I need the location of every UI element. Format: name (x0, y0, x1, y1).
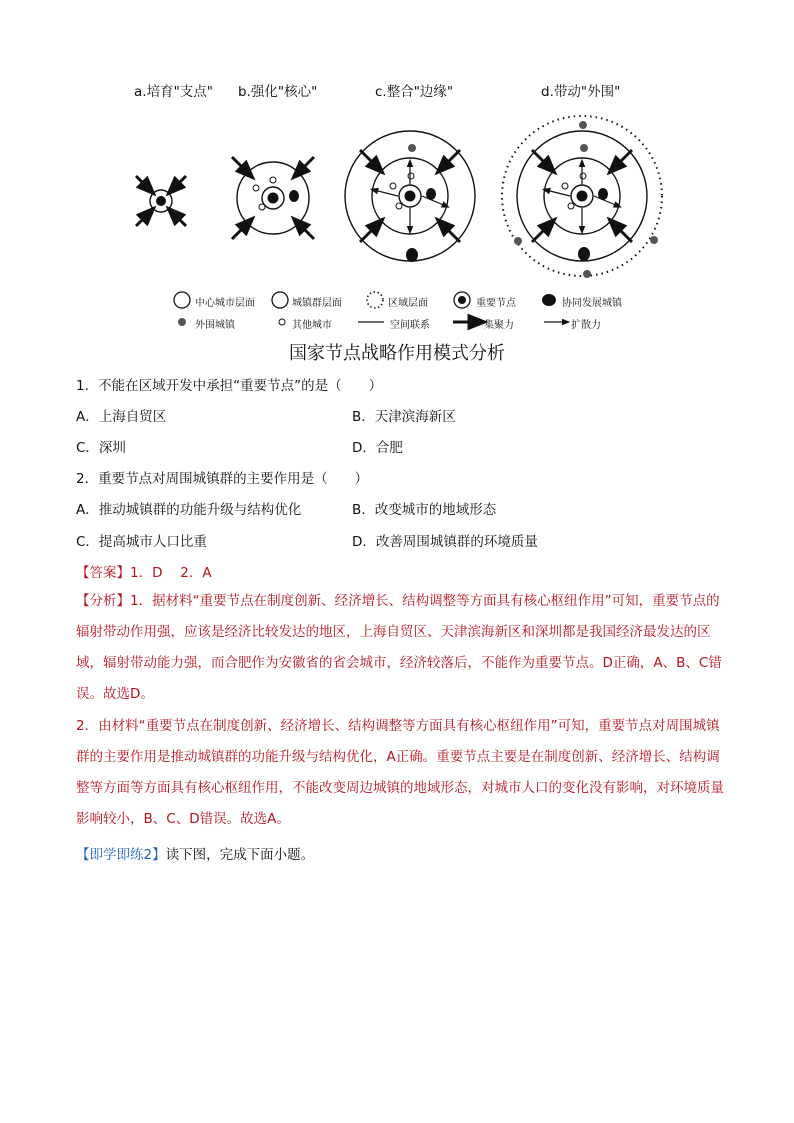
panel-a-diagram (136, 176, 186, 226)
question-2-option-d: D．改善周围城镇群的环境质量 (352, 534, 538, 550)
panel-c-diagram (345, 131, 475, 262)
question-1-option-c: C．深圳 (76, 440, 126, 456)
legend-peripheral-town: 外围城镇 (195, 320, 235, 331)
panel-d-diagram (502, 116, 662, 278)
analysis-tag: 【分析】 (76, 593, 130, 609)
legend-important-node: 重要节点 (476, 298, 516, 309)
panel-label-c: c.整合"边缘" (375, 84, 454, 100)
panel-label-a: a.培育"支点" (134, 84, 213, 100)
panel-b-diagram (232, 157, 314, 239)
legend-center-city-level: 中心城市层面 (195, 298, 255, 309)
question-1-option-b: B．天津滨海新区 (352, 409, 456, 425)
legend-diffusion-force: 扩散力 (571, 320, 601, 331)
question-1-stem: 1．不能在区域开发中承担“重要节点”的是（ ） (76, 378, 383, 394)
node-strategy-diagram (0, 0, 794, 340)
practice-tag: 【即学即练2】 (76, 847, 166, 863)
analysis-paragraph-1 (76, 586, 726, 710)
question-2-option-b: B．改变城市的地域形态 (352, 502, 497, 518)
legend-coordinated-town: 协同发展城镇 (562, 298, 622, 309)
legend-town-cluster-level: 城镇群层面 (292, 298, 342, 309)
analysis-text-1: 1．据材料“重要节点在制度创新、经济增长、结构调整等方面具有核心枢纽作用”可知，重要节点的辐射带动作用强，应该是经济比较发达的地区，上海自贸区、天津滨海新区和深圳都是我国经济最发达的区域，辐射带动能力强，而合肥作为安徽省的省会城市，经济较落后，不能作为重要节点。D正确，A、B、C错误。故选D。 (76, 593, 722, 702)
question-1-option-d: D．合肥 (352, 440, 403, 456)
answer-line (76, 561, 212, 581)
figure-title: 国家节点战略作用模式分析 (289, 343, 505, 364)
question-1-option-a: A．上海自贸区 (76, 409, 167, 425)
legend-other-city: 其他城市 (292, 320, 332, 331)
question-2-option-c: C．提高城市人口比重 (76, 534, 207, 550)
analysis-paragraph-2: 2．由材料“重要节点在制度创新、经济增长、结构调整等方面具有核心枢纽作用”可知，重要节点对周围城镇群的主要作用是推动城镇群的功能升级与结构优化，A正确。重要节点主要是在制度创新、经济增长、结构调整等方面等方面具有核心枢纽作用，不能改变周边城镇的地域形态，对城市人口的变化没有影响，对环境质量影响较小，B、C、D错误。故选A。 (76, 718, 724, 827)
legend-agglomeration-force: 集聚力 (484, 320, 514, 331)
answer-text: 1．D 2．A (130, 565, 212, 581)
legend-spatial-link: 空间联系 (390, 320, 430, 331)
practice-line (76, 843, 314, 863)
question-2-stem: 2．重要节点对周围城镇群的主要作用是（ ） (76, 471, 369, 487)
practice-text: 读下图，完成下面小题。 (165, 847, 315, 863)
answer-tag: 【答案】 (76, 565, 130, 581)
panel-label-d: d.带动"外围" (541, 84, 621, 100)
question-2-option-a: A．推动城镇群的功能升级与结构优化 (76, 502, 302, 518)
legend-regional-level: 区域层面 (388, 298, 428, 309)
panel-label-b: b.强化"核心" (238, 84, 318, 100)
